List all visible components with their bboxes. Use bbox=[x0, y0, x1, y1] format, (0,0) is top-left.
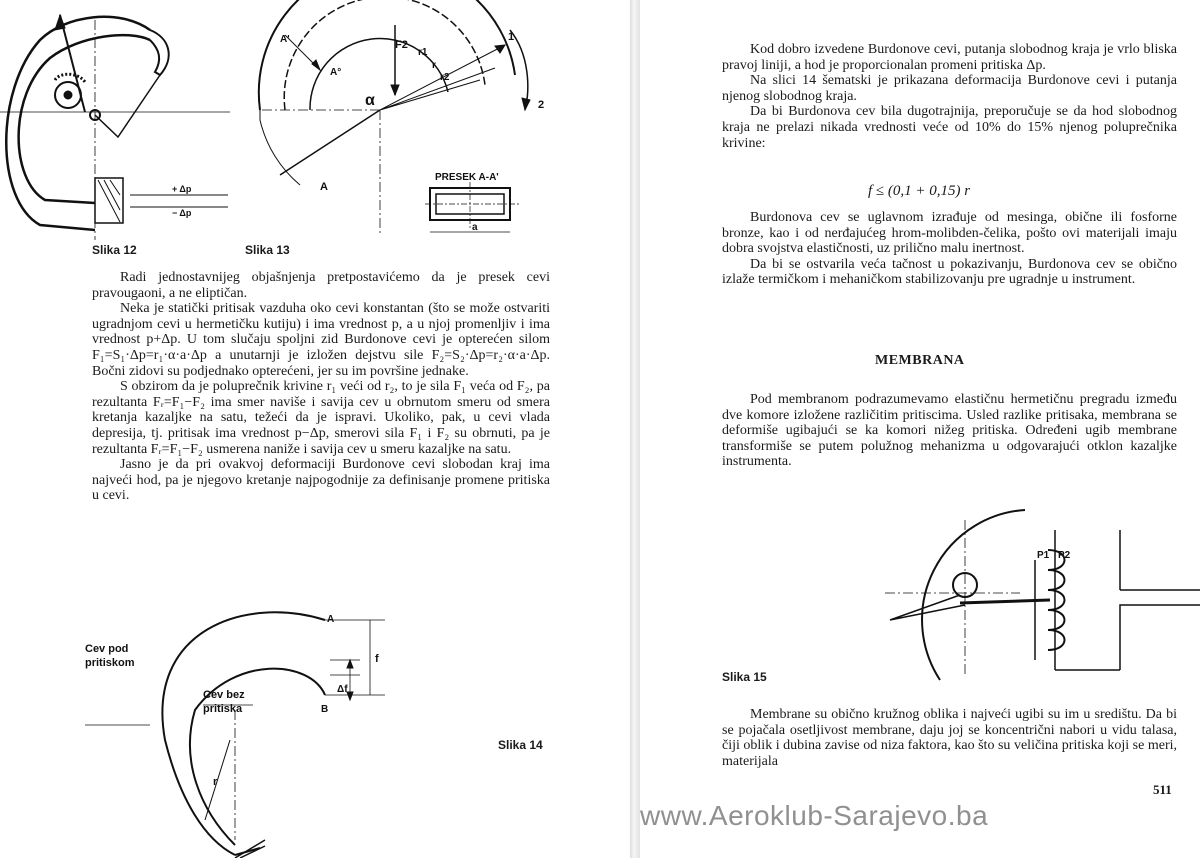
fig13-a-dim-label: a bbox=[472, 222, 478, 233]
right-body-text-bottom bbox=[722, 707, 1177, 769]
figure-14-tube-deformation bbox=[85, 600, 415, 858]
fig15-p1-label: P1 bbox=[1037, 550, 1050, 561]
fig14-a-label: A bbox=[327, 614, 335, 625]
fig13-f2-label: F2 bbox=[395, 39, 408, 51]
figure-15-membrane bbox=[870, 500, 1200, 685]
figure-13-cross-section bbox=[240, 0, 560, 245]
figure-14-caption: Slika 14 bbox=[498, 738, 543, 752]
left-paragraph-1: Radi jednostavnijeg objašnjenja pretpostavićemo da je presek cevi pravougaoni, a ne eliptičan. bbox=[92, 270, 550, 301]
fig12-plus-label: + Δp bbox=[172, 184, 192, 194]
watermark: www.Aeroklub-Sarajevo.ba bbox=[640, 800, 989, 831]
book-gutter bbox=[630, 0, 640, 858]
fig14-unpressurized-line2: pritiska bbox=[203, 703, 243, 715]
fig13-one-label: 1 bbox=[508, 31, 515, 43]
fig13-a2-label: A° bbox=[330, 67, 342, 78]
fig13-r2-label: r2 bbox=[440, 72, 450, 83]
right-paragraph-4: Burdonova cev se uglavnom izrađuje od mesinga, obične ili fosforne bronze, kao i od nerđajućeg hrom-molibden-čelika, pošto ovi materijali imaju dobra svojstva elastičnosti, uz prilično malu inertnost. bbox=[722, 210, 1177, 257]
fig14-pressurized-line1: Cev pod bbox=[85, 643, 129, 655]
fig13-a-label: A bbox=[320, 181, 328, 193]
fig13-alpha-label: α bbox=[365, 92, 375, 109]
fig13-r-label: r bbox=[432, 60, 436, 71]
fig14-b-label: B bbox=[321, 704, 329, 715]
page-number: 511 bbox=[1153, 782, 1172, 797]
right-paragraph-3: Da bi Burdonova cev bila dugotrajnija, preporučuje se da hod slobodnog kraja ne prelazi nikada vrednosti veće od 10% do 15% njenog poluprečnika krivine: bbox=[722, 104, 1177, 151]
right-body-text-membrana bbox=[722, 392, 1177, 470]
right-paragraph-6: Pod membranom podrazumevamo elastičnu hermetičnu pregradu između dve komore izložene različitim pritiscima. Usled razlike pritisaka, membrana se deformiše ugibajući se ka komori nižeg pritiska. Određeni ugib membrane transformiše se putem polužnog mehanizma u odgovarajući otklon kazaljke instrumenta. bbox=[722, 392, 1177, 470]
right-paragraph-5: Da bi se ostvarila veća tačnost u pokazivanju, Burdonova cev se obično izlaže termičkom i mehaničkom stabilizovanju pre ugradnje u instrument. bbox=[722, 256, 1177, 288]
formula: f ≤ (0,1 + 0,15) r bbox=[868, 183, 971, 199]
fig13-two-label: 2 bbox=[538, 99, 545, 111]
fig14-r-label: r bbox=[213, 776, 218, 788]
fig13-r1-label: r1 bbox=[418, 47, 428, 58]
right-paragraph-1: Kod dobro izvedene Burdonove cevi, putanja slobodnog kraja je vrlo bliska pravoj liniji, a hod je proporcionalan promeni pritiska Δp. bbox=[722, 42, 1177, 73]
right-paragraph-2: Na slici 14 šematski je prikazana deformacija Burdonove cevi i putanja njenog slobodnog kraja. bbox=[722, 73, 1177, 104]
fig13-a1-label: A' bbox=[280, 34, 290, 45]
right-page bbox=[640, 0, 1200, 858]
right-body-text-top bbox=[722, 42, 1177, 151]
figure-12-bourdon-gauge bbox=[0, 0, 230, 240]
fig14-pressurized-line2: pritiskom bbox=[85, 657, 135, 669]
left-body-text bbox=[92, 270, 550, 504]
figure-15-caption: Slika 15 bbox=[722, 670, 767, 684]
left-paragraph-2: Neka je statički pritisak vazduha oko cevi konstantan (što se može ostvariti ugradnjom cevi u hermetičku kutiju) i ima vrednost p, a u njoj promenljiv i ima vrednost p+Δp. U tom slučaju spoljni zid Burdonove cevi je opterećen silom F₁=S₁·Δp=r₁·α·a·Δp a unutarnji je izložen dejstvu sile F₂=S₂·Δp=r₂·α·a·Δp. Bočni zidovi su podjednako opterećeni, jer su im površine jednake. bbox=[92, 301, 550, 379]
fig12-minus-label: − Δp bbox=[172, 208, 192, 218]
fig14-unpressurized-line1: Cev bez bbox=[203, 689, 245, 701]
right-paragraph-7: Membrane su obično kružnog oblika i najveći ugibi su im u središtu. Da bi se pojačala osetljivost membrane, daju joj se koncentrični nabori u vidu talasa, čiji oblik i dubina zavise od niza faktora, kao što su veličina pritiska koji se meri, materijala bbox=[722, 707, 1177, 769]
left-paragraph-4: Jasno je da pri ovakvoj deformaciji Burdonove cevi slobodan kraj ima najveći hod, pa je njegovo kretanje najpogodnije za definisanje promene pritiska u cevi. bbox=[92, 457, 550, 504]
section-heading-membrana: MEMBRANA bbox=[875, 353, 965, 368]
fig14-delta-f-label: Δf bbox=[337, 684, 348, 695]
figure-12-caption: Slika 12 bbox=[92, 243, 137, 257]
fig14-f-label: f bbox=[375, 653, 379, 665]
figure-13-caption: Slika 13 bbox=[245, 243, 290, 257]
left-paragraph-3: S obzirom da je poluprečnik krivine r₁ veći od r₂, to je sila F₁ veća od F₂, pa rezultanta Fᵣ=F₁−F₂ ima smer naviše i savija cev u obrnutom smeru od smera kretanja kazaljke na satu, težeći da je ispravi. Ukoliko, pak, u cevi vlada depresija, tj. pritisak ima vrednost p−Δp, smerovi sila F₁ i F₂ su obrnuti, pa je rezultanta Fᵣ=F₁−F₂ usmerena naniže i savija cev u smeru kazaljke na satu. bbox=[92, 379, 550, 457]
right-body-text-mid bbox=[722, 210, 1177, 288]
fig15-p2-label: P2 bbox=[1058, 550, 1071, 561]
fig13-section-label: PRESEK A-A' bbox=[435, 172, 499, 183]
